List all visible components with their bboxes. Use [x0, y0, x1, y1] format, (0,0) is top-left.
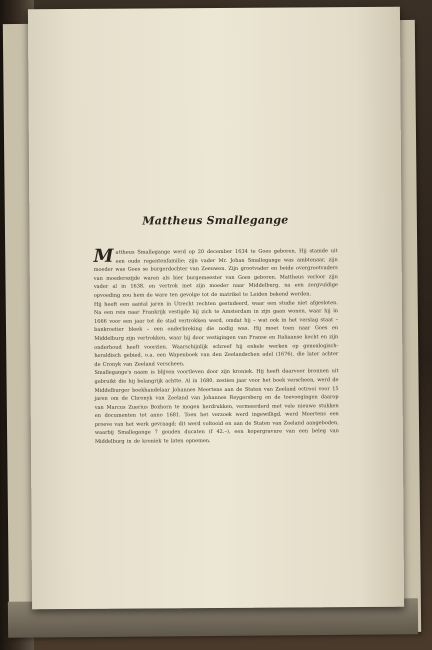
book-page: [28, 7, 404, 610]
paragraph-1-text: attheus Smallegange werd op 20 december 1634 te Goes geboren. Hij stamde uit een oude regentenfamilie; zijn vader Mr. Johan Smallegange was ambtenaar, zijn moeder was Goes se burgerdochter van Zeeuwen. Zijn grootvader en beide overgrootvaders van moederszijde waren als bier burgemeester van Goes geboren. Mattheus verloor zijn vader al in 1638. en vertrok met zijn moeder naar Middelburg, na een zorgvuldige opvoeding zou hem de ware ten gevolge tot de matrikel te Leiden bekend worden.: [93, 248, 338, 299]
paragraph-3: Smallegange's naam is blijven voortleven door zijn kroniek. Hij heeft daarvoor bronnen uit gebruikt die hij belangrijk achtte. Al in 1680, zestien jaar voor het boek verscheen, werd de Middelburger boekhandelaar Johannes Meertens aan de Staten van Zeeland octrooi voor 15 jaren om de Chronyk van Zeeland van Johannes Reygersberg en de toevoegingen daarop van Marcus Zuerius Boxhorn te mogen herdrukken, vermeerderd met vele nieuwe stukken en documenten tot anno 1681. Toen het verzoek werd ingewilligd, werd Meertens een proeve van het werk gevraagd; dit werd voltooid en aan de Staten van Zeeland aangeboden, waarbij Smallegange 7 gouden ducaten (f 42.–), een kopergravure van een beleg van Middelburg in de kroniek te laten opnemen.: [94, 368, 339, 445]
page-text-block: [93, 213, 339, 446]
drop-cap: M: [93, 245, 114, 267]
page-title: Mattheus Smallegange: [142, 213, 289, 228]
paragraph-1: [94, 247, 338, 300]
paragraph-2: Hij heeft een aantal jaren in Utrecht rechten gestudeerd, waar een studie niet afgesloten. Na een reis naar Frankrijk vestigde hij zich te Amsterdam in zijn gaan wonen, waar hij in 1666 voor een jaar tot de stad vertrokken werd, omdat hij – wat ook in het verslag staat – bankroetier bleek – een onderbreking die nodig was. Hij moet toen naar Goes en Middelburg zijn vertrokken, waar hij door vestigingen van Franse en Italiaanse kocht en zijn onderhoud heeft voorzien. Waarschijnlijk schreef hij enkele werken op genealogisch-heraldisch gebied, o.a. een Wapenboek van den Zeelandschen adel (1676), die later achter de Cronyk van Zeeland verscheen.: [93, 299, 339, 368]
